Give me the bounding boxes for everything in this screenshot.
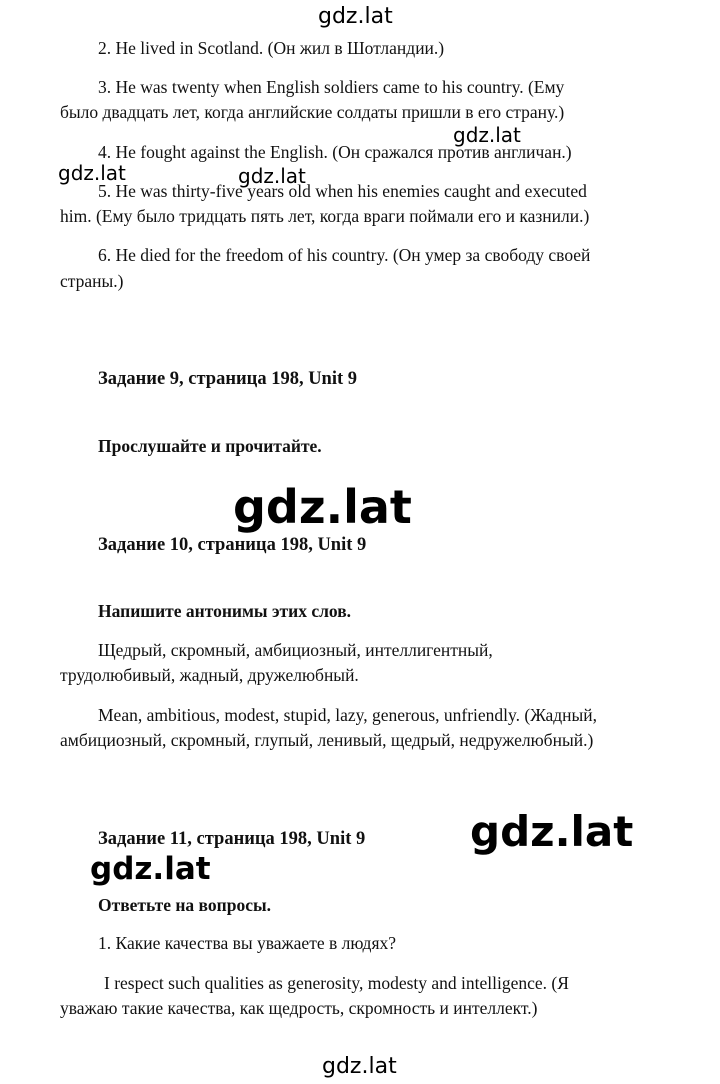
task-11-answer-line-1: I respect such qualities as generosity, modesty and intelligence. (Я — [104, 973, 569, 993]
answer-3-line-1: 3. He was twenty when English soldiers came to his country. (Ему — [98, 77, 565, 97]
task-10-words-line-1: Щедрый, скромный, амбициозный, интеллигентный, — [98, 640, 493, 660]
watermark: gdz.lat — [90, 851, 211, 887]
answer-5-line-2: him. (Ему было тридцать пять лет, когда враги поймали его и казнили.) — [60, 206, 590, 226]
watermark: gdz.lat — [470, 807, 634, 856]
answer-6-line-2: страны.) — [60, 271, 124, 291]
watermark: gdz.lat — [238, 164, 306, 188]
watermark: gdz.lat — [322, 1054, 397, 1079]
task-10-words-line-2: трудолюбивый, жадный, дружелюбный. — [60, 665, 359, 685]
task-10-instruction: Напишите антонимы этих слов. — [98, 601, 352, 621]
task-11-question-1: 1. Какие качества вы уважаете в людях? — [98, 933, 397, 953]
task-10-heading: Задание 10, страница 198, Unit 9 — [98, 535, 367, 555]
watermark: gdz.lat — [58, 161, 126, 185]
answer-4: 4. He fought against the English. (Он сражался против англичан.) — [98, 142, 572, 162]
answer-6-line-1: 6. He died for the freedom of his country. (Он умер за свободу своей — [98, 245, 591, 265]
answer-3-line-2: было двадцать лет, когда английские солдаты пришли в его страну.) — [60, 102, 565, 122]
task-9-instruction: Прослушайте и прочитайте. — [98, 436, 322, 456]
task-11-instruction: Ответьте на вопросы. — [98, 895, 272, 915]
watermark: gdz.lat — [233, 480, 412, 534]
answer-2: 2. He lived in Scotland. (Он жил в Шотландии.) — [98, 38, 445, 58]
task-9-heading: Задание 9, страница 198, Unit 9 — [98, 369, 358, 389]
task-11-answer-line-2: уважаю такие качества, как щедрость, скромность и интеллект.) — [60, 998, 538, 1018]
task-11-heading: Задание 11, страница 198, Unit 9 — [98, 829, 366, 849]
task-10-answer-line-2: амбициозный, скромный, глупый, ленивый, щедрый, недружелюбный.) — [60, 730, 594, 750]
task-10-answer-line-1: Mean, ambitious, modest, stupid, lazy, generous, unfriendly. (Жадный, — [98, 705, 598, 725]
answer-5-line-1: 5. He was thirty-five years old when his enemies caught and executed — [98, 181, 587, 201]
watermark: gdz.lat — [453, 123, 521, 147]
watermark: gdz.lat — [318, 4, 393, 29]
